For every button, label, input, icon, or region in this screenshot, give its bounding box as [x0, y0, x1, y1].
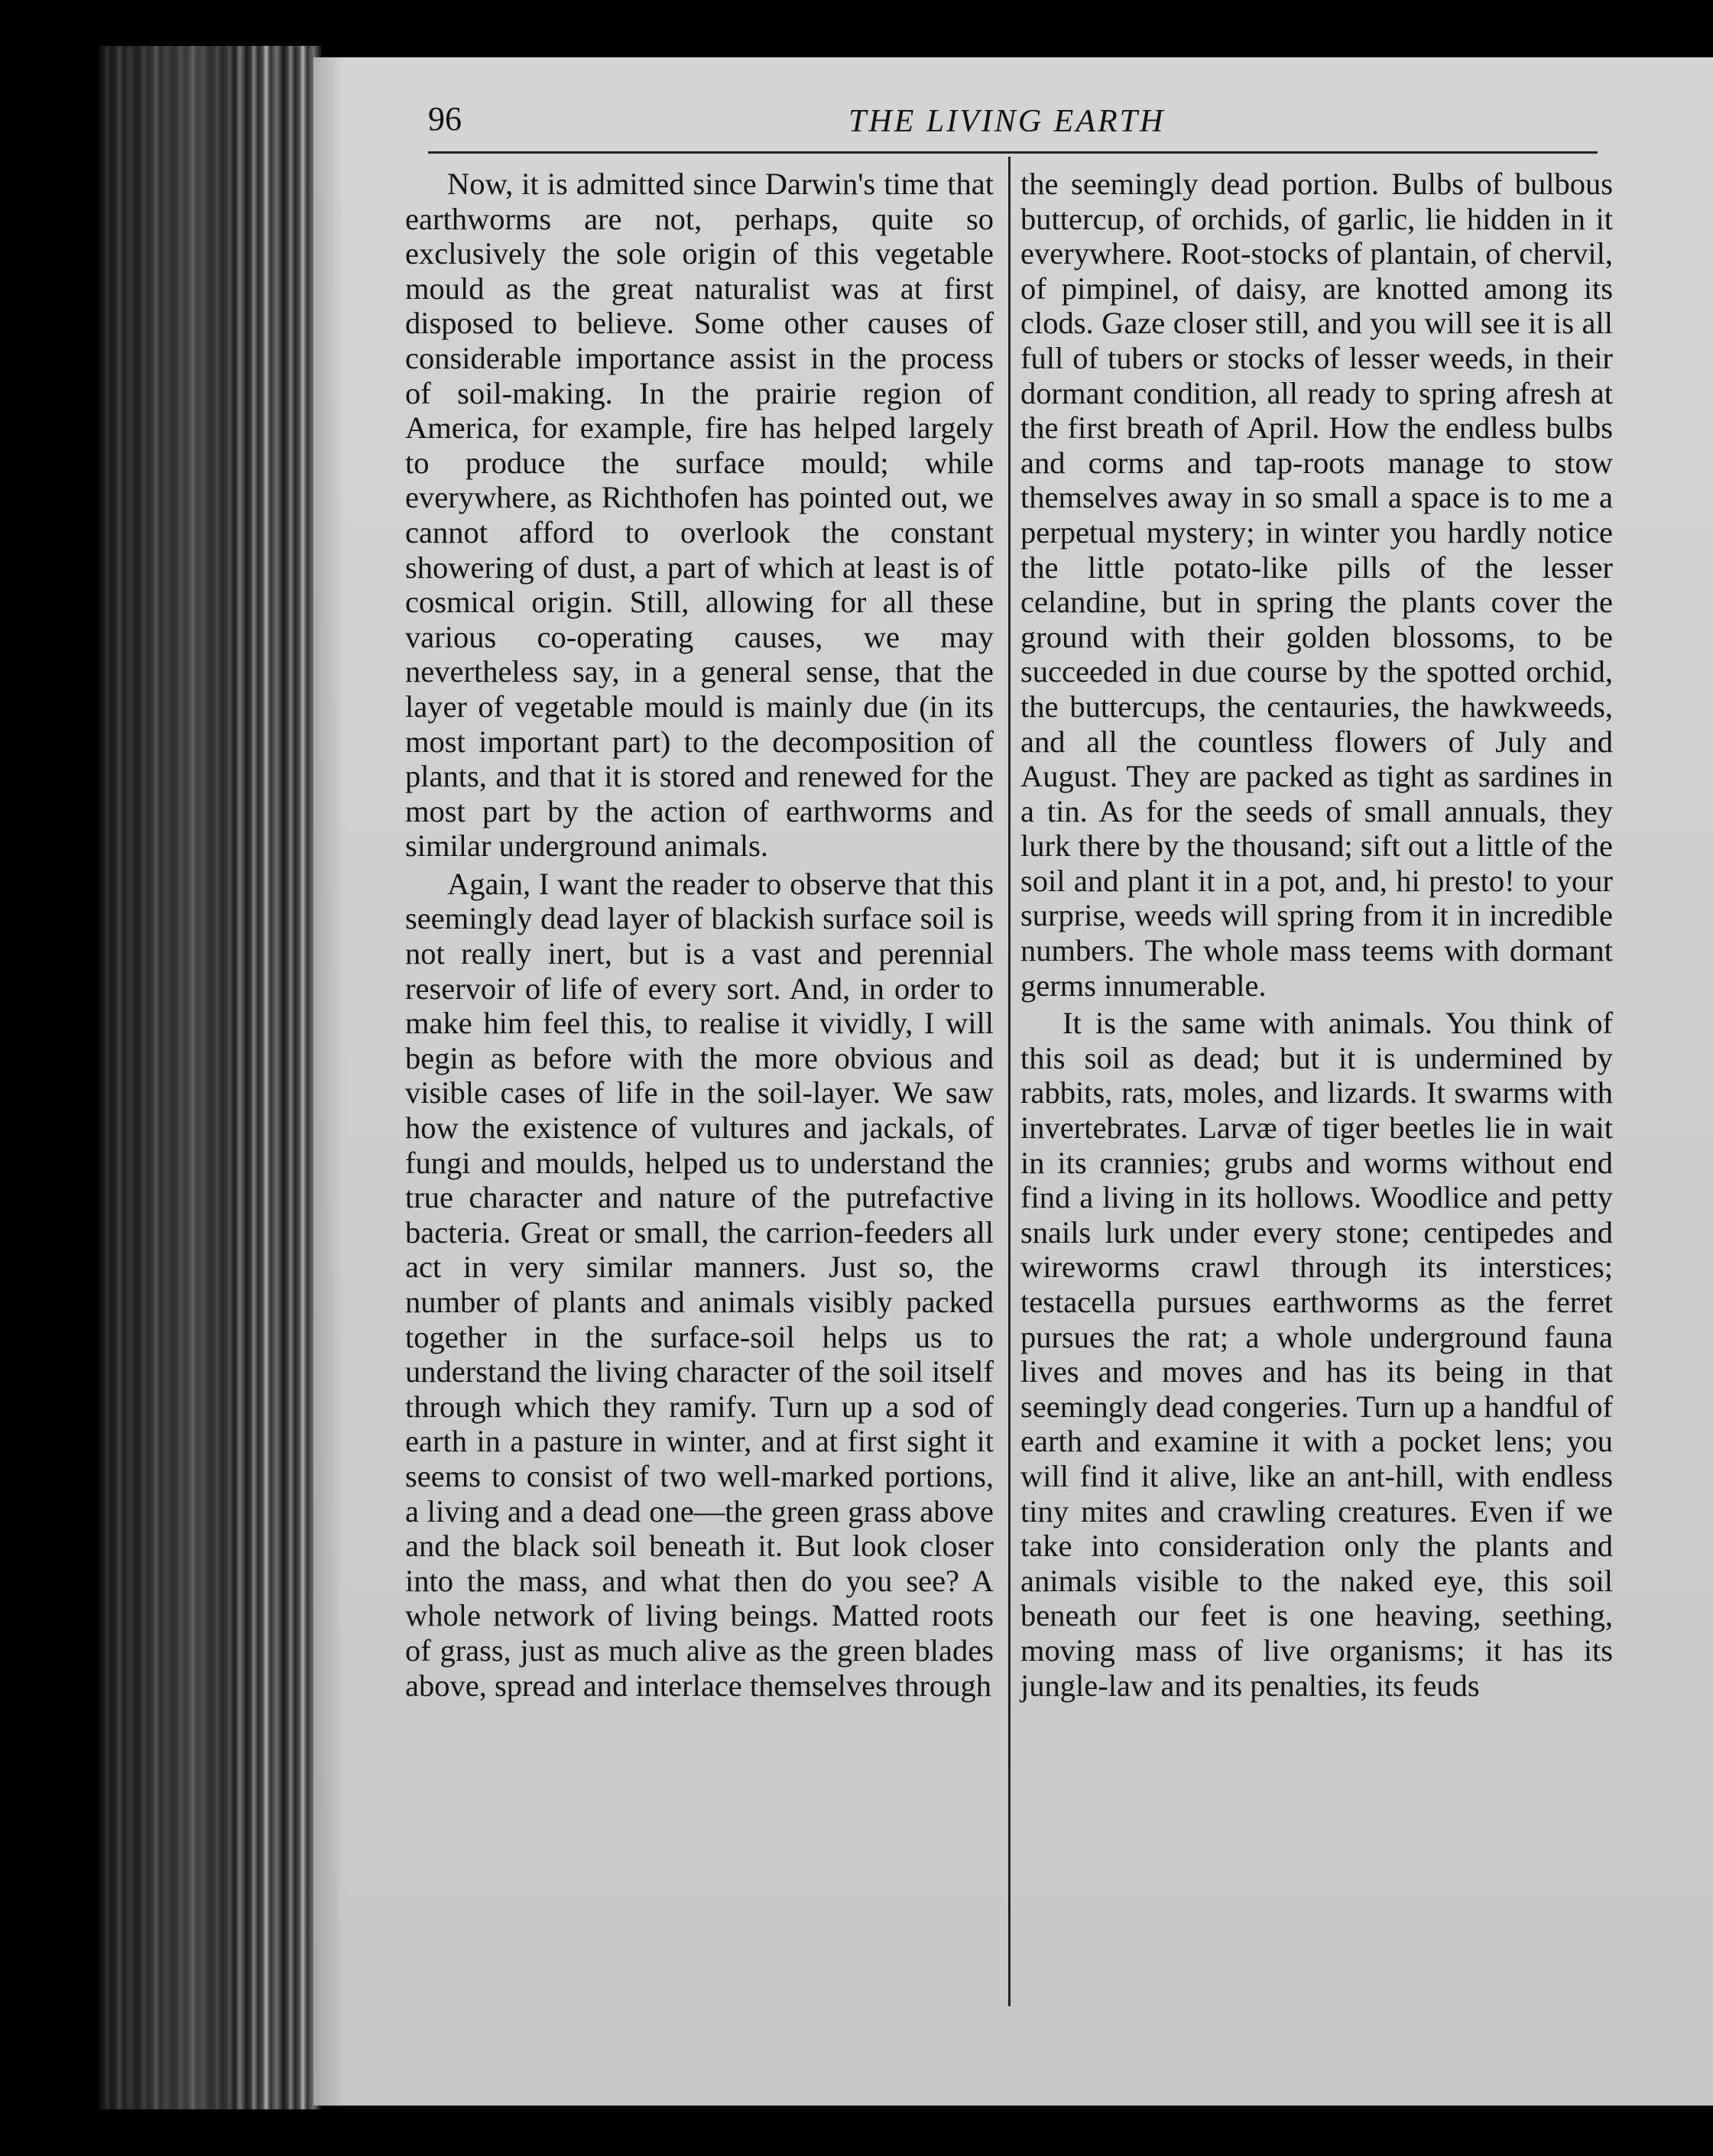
right-column — [1020, 167, 1613, 1706]
left-column — [405, 167, 994, 1706]
paragraph: Now, it is admitted since Darwin's time that earthworms are not, perhaps, quite so exclusively the sole origin of this vegetable mould as the great naturalist was at first disposed to believe. Some other causes of considerable importance assist in the process of soil-making. In the prairie region of America, for example, fire has helped largely to produce the surface mould; while everywhere, as Richthofen has pointed out, we cannot afford to overlook the constant showering of dust, a part of which at least is of cosmical origin. Still, allowing for all these various co-operating causes, we may nevertheless say, in a general sense, that the layer of vegetable mould is mainly due (in its most important part) to the decomposition of plants, and that it is stored and renewed for the most part by the action of earthworms and similar underground animals. — [405, 167, 994, 864]
paragraph: It is the same with animals. You think of this soil as dead; but it is undermined by rabbits, rats, moles, and lizards. It swarms with invertebrates. Larvæ of tiger beetles lie in wait in its crannies; grubs and worms without end find a living in its hollows. Woodlice and petty snails lurk under every stone; centipedes and wireworms crawl through its interstices; testacella pursues earthworms as the ferret pursues the rat; a whole underground fauna lives and moves and has its being in that seemingly dead congeries. Turn up a handful of earth and examine it with a pocket lens; you will find it alive, like an ant-hill, with endless tiny mites and crawling creatures. Even if we take into consideration only the plants and animals visible to the naked eye, this soil beneath our feet is one heaving, seething, moving mass of live organisms; it has its jungle-law and its penalties, its feuds — [1020, 1006, 1613, 1703]
paragraph: Again, I want the reader to observe that this seemingly dead layer of blackish surface soil is not really inert, but is a vast and perennial reservoir of life of every sort. And, in order to make him feel this, to realise it vividly, I will begin as before with the more obvious and visible cases of life in the soil-layer. We saw how the existence of vultures and jackals, of fungi and moulds, helped us to understand the true character and nature of the putrefactive bacteria. Great or small, the carrion-feeders all act in very similar manners. Just so, the number of plants and animals visibly packed together in the surface-soil helps us to understand the living character of the soil itself through which they ramify. Turn up a sod of earth in a pasture in winter, and at first sight it seems to consist of two well-marked portions, a living and a dead one—the green grass above and the black soil beneath it. But look closer into the mass, and what then do you see? A whole network of living beings. Matted roots of grass, just as much alive as the green blades above, spread and interlace themselves through — [405, 866, 994, 1703]
column-divider — [1008, 157, 1011, 2006]
page-header — [428, 96, 1598, 149]
header-rule — [428, 151, 1598, 154]
book-gutter-shadow — [99, 46, 237, 2109]
page-number: 96 — [428, 100, 462, 138]
running-title: THE LIVING EARTH — [848, 104, 1166, 139]
paragraph-continued: the seemingly dead portion. Bulbs of bulbous buttercup, of orchids, of garlic, lie hidden in it everywhere. Root-stocks of plantain, of chervil, of pimpinel, of daisy, are knotted among its clods. Gaze closer still, and you will see it is all full of tubers or stocks of lesser weeds, in their dormant condition, all ready to spring afresh at the first breath of April. How the endless bulbs and corms and tap-roots manage to stow themselves away in so small a space is to me a perpetual mystery; in winter you hardly notice the little potato-like pills of the lesser celandine, but in spring the plants cover the ground with their golden blossoms, to be succeeded in due course by the spotted orchid, the buttercups, the centauries, the hawkweeds, and all the countless flowers of July and August. They are packed as tight as sardines in a tin. As for the seeds of small annuals, they lurk there by the thousand; sift out a little of the soil and plant it in a pot, and, hi presto! to your surprise, weeds will spring from it in incredible numbers. The whole mass teems with dormant germs innumerable. — [1020, 167, 1613, 1003]
